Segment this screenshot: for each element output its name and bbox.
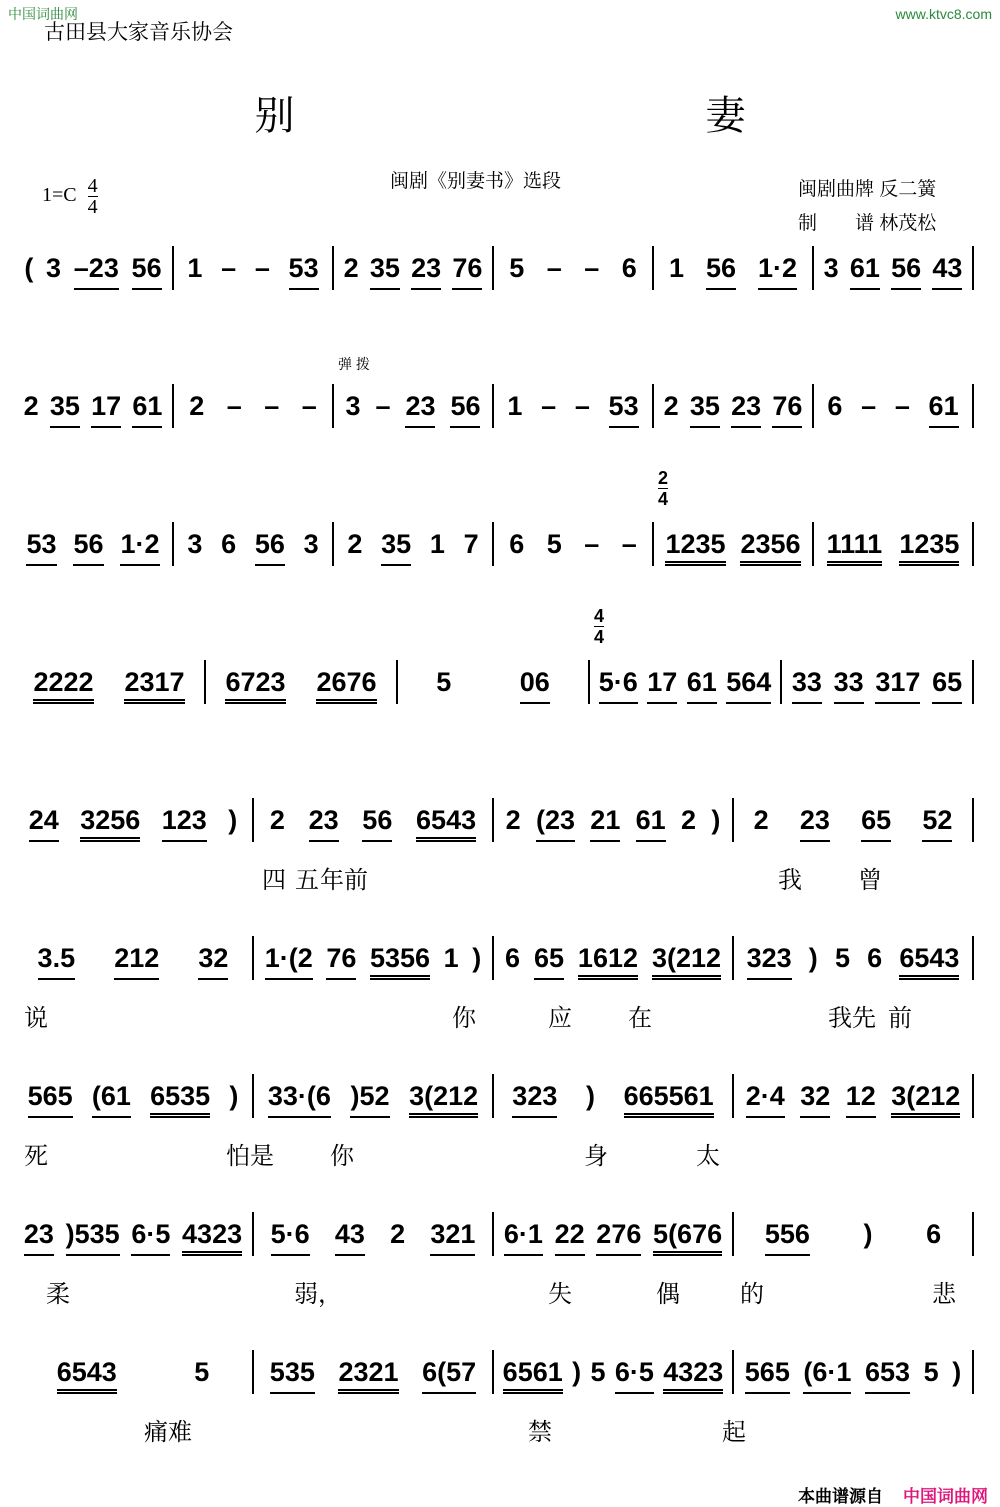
- note: (6·1: [803, 1357, 851, 1394]
- lyric: 偶: [656, 1281, 680, 1308]
- measure: [334, 246, 494, 290]
- measure: [782, 660, 974, 704]
- measure: [334, 356, 494, 428]
- note: )535: [66, 1219, 120, 1256]
- note: 3(212: [891, 1081, 960, 1118]
- measure: [494, 1212, 734, 1256]
- lyric: 的: [740, 1281, 764, 1308]
- note: 564: [726, 667, 771, 704]
- note: 35: [690, 391, 720, 428]
- measure: [814, 522, 974, 566]
- note: 2: [347, 529, 363, 559]
- score-line: [14, 356, 974, 428]
- note: 12: [846, 1081, 876, 1118]
- lyric: 前: [888, 1005, 912, 1032]
- note: 32: [198, 943, 228, 980]
- measure: [174, 522, 334, 566]
- measure: [494, 936, 734, 980]
- note: 1235: [665, 529, 725, 566]
- note: 2317: [124, 667, 184, 704]
- note: 56: [132, 253, 162, 290]
- note: 2: [343, 253, 359, 283]
- note: 1·2: [758, 253, 797, 290]
- note: –: [254, 253, 270, 283]
- note: 53: [609, 391, 639, 428]
- note: (61: [92, 1081, 131, 1118]
- note: 3: [303, 529, 319, 559]
- time-change: 2 4: [658, 468, 669, 509]
- note: 1·(2: [265, 943, 313, 980]
- note: 1612: [578, 943, 638, 980]
- note: 5: [546, 529, 562, 559]
- organization: 古田县大家音乐协会: [44, 21, 233, 44]
- lyric: 在: [628, 1005, 652, 1032]
- note: 23: [24, 1219, 54, 1256]
- measure: [14, 1074, 254, 1118]
- note: 33: [792, 667, 822, 704]
- note: 5: [923, 1357, 939, 1387]
- measure: [734, 1212, 974, 1256]
- measure: [734, 1074, 974, 1118]
- lyric: 你: [452, 1005, 476, 1032]
- note: 17: [91, 391, 121, 428]
- note: 43: [335, 1219, 365, 1256]
- note: 2356: [740, 529, 800, 566]
- note: 1·2: [120, 529, 159, 566]
- note: 53: [289, 253, 319, 290]
- note: 4323: [182, 1219, 242, 1256]
- note: 3: [46, 253, 62, 283]
- note: 1: [507, 391, 523, 421]
- lyric: 失: [548, 1281, 572, 1308]
- note: –: [264, 391, 280, 421]
- note: ): [952, 1357, 962, 1387]
- note: 56: [891, 253, 921, 290]
- note: 6·5: [131, 1219, 170, 1256]
- lyric: 起: [722, 1419, 746, 1446]
- lyric: 我先: [828, 1005, 876, 1032]
- measure: [174, 384, 334, 428]
- note: 5·6: [271, 1219, 310, 1256]
- measure: [734, 936, 974, 980]
- note: 3: [345, 391, 361, 421]
- watermark-left: 中国词曲网: [8, 6, 78, 22]
- note: ): [711, 805, 721, 835]
- lyric: 五: [295, 867, 319, 894]
- key-signature: [42, 176, 98, 217]
- measure: [14, 522, 174, 566]
- note: 06: [520, 667, 550, 704]
- note: 2321: [338, 1357, 398, 1394]
- measure: [14, 798, 254, 842]
- note: 52: [922, 805, 952, 842]
- lyric: 四: [262, 867, 286, 894]
- note: )52: [350, 1081, 389, 1118]
- note: 17: [647, 667, 677, 704]
- note: 5: [509, 253, 525, 283]
- measure: [734, 798, 974, 842]
- score-line: [14, 468, 974, 566]
- note: 23: [309, 805, 339, 842]
- note: 35: [370, 253, 400, 290]
- measure: [254, 1350, 494, 1394]
- score-line: [14, 936, 974, 980]
- note: –: [894, 391, 910, 421]
- measure: [494, 246, 654, 290]
- note: 2: [390, 1219, 406, 1249]
- lyric: 柔: [46, 1281, 70, 1308]
- measure: [654, 384, 814, 428]
- measure: [254, 1212, 494, 1256]
- note: 323: [747, 943, 792, 980]
- note: –: [541, 391, 557, 421]
- note: ): [808, 943, 818, 973]
- note: 2: [23, 391, 39, 421]
- score-line: [14, 1074, 974, 1118]
- note: (23: [536, 805, 575, 842]
- note: 5: [590, 1357, 606, 1387]
- note: 33: [834, 667, 864, 704]
- note: 6: [509, 529, 525, 559]
- note: 565: [745, 1357, 790, 1394]
- measure: [814, 246, 974, 290]
- note: 35: [50, 391, 80, 428]
- note: 1: [429, 529, 445, 559]
- lyric: 年前: [320, 867, 368, 894]
- measure: [590, 606, 782, 704]
- time-signature: $\frac{4}{4}$: [87, 175, 98, 218]
- note: 6561: [503, 1357, 563, 1394]
- note: (: [24, 253, 34, 283]
- note: 61: [687, 667, 717, 704]
- note: 6(57: [422, 1357, 476, 1394]
- measure: [494, 798, 734, 842]
- score-line: [14, 606, 974, 704]
- note: 5: [834, 943, 850, 973]
- note: ): [229, 1081, 239, 1111]
- note: 32: [800, 1081, 830, 1118]
- measure: [14, 1212, 254, 1256]
- measure: [814, 384, 974, 428]
- lyric: 身: [584, 1143, 608, 1170]
- measure: [174, 246, 334, 290]
- note: 24: [29, 805, 59, 842]
- note: –: [861, 391, 877, 421]
- note: 6543: [416, 805, 476, 842]
- lyric: 弱，: [294, 1281, 342, 1308]
- note: 3(212: [652, 943, 721, 980]
- note: 1235: [899, 529, 959, 566]
- note: 5·6: [599, 667, 638, 704]
- note: 6·5: [615, 1357, 654, 1394]
- note: 6: [867, 943, 883, 973]
- note: 6543: [57, 1357, 117, 1394]
- note: 61: [132, 391, 162, 428]
- note: –23: [74, 253, 119, 290]
- lyric: 悲: [932, 1281, 956, 1308]
- note: 2: [680, 805, 697, 835]
- note: 323: [512, 1081, 557, 1118]
- score-line: [14, 1350, 974, 1394]
- note: 1: [187, 253, 203, 283]
- note: 56: [450, 391, 480, 428]
- time-change: 4 4: [594, 606, 605, 647]
- measure: [254, 1074, 494, 1118]
- note: –: [226, 391, 242, 421]
- measure: [654, 246, 814, 290]
- note: 2·4: [746, 1081, 785, 1118]
- note: 317: [875, 667, 920, 704]
- note: ): [572, 1357, 582, 1387]
- note: 2676: [316, 667, 376, 704]
- measure: [14, 1350, 254, 1394]
- note: 76: [772, 391, 802, 428]
- score-line: [14, 1212, 974, 1256]
- note: ): [228, 805, 238, 835]
- score-line: [14, 246, 974, 290]
- note: 23: [411, 253, 441, 290]
- lyric: 应: [548, 1005, 572, 1032]
- lyric: 死: [24, 1143, 48, 1170]
- note: 23: [800, 805, 830, 842]
- note: 2: [505, 805, 521, 835]
- note: 6543: [899, 943, 959, 980]
- note: 53: [26, 529, 56, 566]
- note: 6535: [150, 1081, 210, 1118]
- note: 1111: [827, 529, 883, 566]
- note: 6: [827, 391, 843, 421]
- key: 1=C: [42, 184, 77, 207]
- note: 5: [436, 667, 452, 697]
- note: ): [863, 1219, 873, 1249]
- note: –: [301, 391, 317, 421]
- note: 23: [405, 391, 435, 428]
- measure: [254, 798, 494, 842]
- note: 6: [926, 1219, 942, 1249]
- note: ): [472, 943, 482, 973]
- note: 123: [162, 805, 207, 842]
- note: 1: [668, 253, 684, 283]
- note: 65: [861, 805, 891, 842]
- lyric: 你: [330, 1143, 354, 1170]
- note: 3256: [80, 805, 140, 842]
- lyric: 太: [696, 1143, 720, 1170]
- measure: [398, 660, 590, 704]
- lyric: 痛难: [144, 1419, 192, 1446]
- arranger-credit: 制 谱 林茂松: [798, 213, 937, 234]
- measure: [494, 384, 654, 428]
- note: 7: [463, 529, 479, 559]
- lyric: 怕是: [226, 1143, 274, 1170]
- note: 653: [865, 1357, 910, 1394]
- subtitle: 闽剧《别妻书》选段: [390, 171, 562, 192]
- measure: [734, 1350, 974, 1394]
- note: 565: [28, 1081, 73, 1118]
- note: 65: [932, 667, 962, 704]
- note: 5(676: [653, 1219, 722, 1256]
- note: 3: [187, 529, 203, 559]
- note: 6: [221, 529, 237, 559]
- note: 6·1: [504, 1219, 543, 1256]
- note: 5356: [370, 943, 430, 980]
- note: 3: [823, 253, 839, 283]
- note: 4323: [663, 1357, 723, 1394]
- note: 65: [534, 943, 564, 980]
- measure: [206, 660, 398, 704]
- note: –: [546, 253, 562, 283]
- lyric: 说: [24, 1005, 48, 1032]
- lyric: 禁: [528, 1419, 552, 1446]
- measure: [494, 1350, 734, 1394]
- note: 56: [255, 529, 285, 566]
- note: 56: [73, 529, 103, 566]
- score-line: [14, 798, 974, 842]
- note: 321: [430, 1219, 475, 1256]
- measure: [14, 384, 174, 428]
- measure: [14, 660, 206, 704]
- watermark-right: www.ktvc8.com: [895, 6, 992, 22]
- note: 2: [753, 805, 769, 835]
- note: 2: [269, 805, 285, 835]
- measure: [654, 468, 814, 566]
- measure: [494, 522, 654, 566]
- note: 61: [850, 253, 880, 290]
- note: 212: [114, 943, 159, 980]
- measure: [334, 522, 494, 566]
- note: 56: [362, 805, 392, 842]
- note: 6: [504, 943, 520, 973]
- note: –: [375, 391, 391, 421]
- note: 1: [443, 943, 459, 973]
- note: –: [221, 253, 237, 283]
- note: 76: [326, 943, 356, 980]
- note: 22: [555, 1219, 585, 1256]
- note: 43: [932, 253, 962, 290]
- note: 23: [731, 391, 761, 428]
- note: 56: [706, 253, 736, 290]
- note: 5: [194, 1357, 210, 1387]
- note: 21: [590, 805, 620, 842]
- lyric: 我: [778, 867, 802, 894]
- note: 33·(6: [268, 1081, 331, 1118]
- performance-mark: 弹 拨: [338, 356, 370, 372]
- note: –: [584, 253, 600, 283]
- note: 556: [765, 1219, 810, 1256]
- note: 665561: [624, 1081, 714, 1118]
- note: 2: [189, 391, 205, 421]
- note: –: [574, 391, 590, 421]
- note: 61: [636, 805, 666, 842]
- note: 2: [663, 391, 679, 421]
- measure: [14, 936, 254, 980]
- tune-credit: 闽剧曲牌 反二簧: [798, 179, 937, 200]
- note: 76: [452, 253, 482, 290]
- lyric: 曾: [858, 867, 882, 894]
- note: 6723: [225, 667, 285, 704]
- footer: 本曲谱源自 中国词曲网: [798, 1487, 988, 1506]
- note: ): [585, 1081, 595, 1111]
- measure: [254, 936, 494, 980]
- note: –: [621, 529, 637, 559]
- note: –: [584, 529, 600, 559]
- note: 35: [381, 529, 411, 566]
- note: 276: [596, 1219, 641, 1256]
- note: 61: [929, 391, 959, 428]
- note: 3(212: [409, 1081, 478, 1118]
- note: 6: [621, 253, 637, 283]
- note: 535: [270, 1357, 315, 1394]
- measure: [14, 246, 174, 290]
- note: 2222: [33, 667, 93, 704]
- note: 3.5: [38, 943, 76, 980]
- measure: [494, 1074, 734, 1118]
- page-title: 别 妻: [254, 94, 946, 138]
